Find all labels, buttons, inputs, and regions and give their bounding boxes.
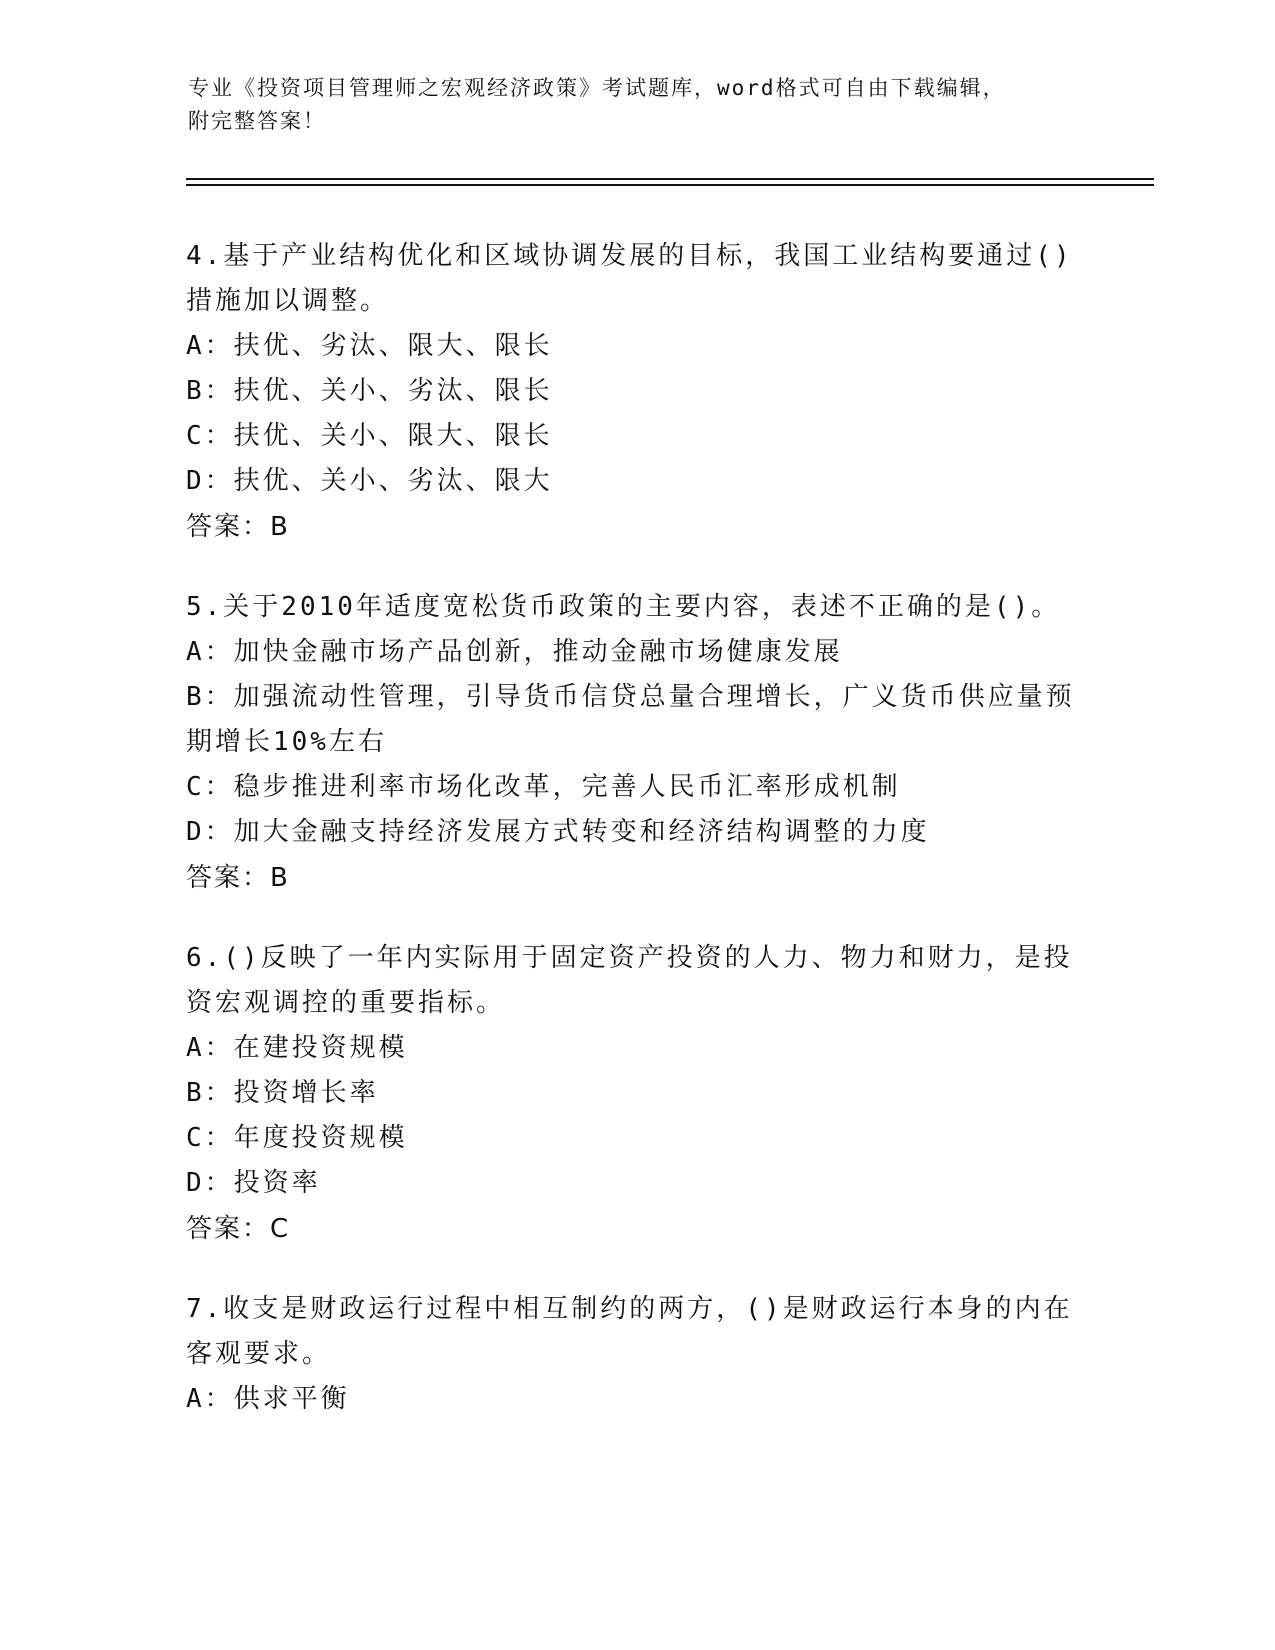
option-d: D：投资率 <box>186 1168 321 1198</box>
option-c: C：扶优、关小、限大、限长 <box>186 421 553 451</box>
option-a: A：加快金融市场产品创新，推动金融市场健康发展 <box>186 637 843 667</box>
document-header <box>188 72 1068 138</box>
option-a: A：在建投资规模 <box>186 1033 408 1063</box>
option-d: D：扶优、关小、劣汰、限大 <box>186 466 553 496</box>
header-divider-bottom <box>186 184 1154 186</box>
answer-label: 答案：B <box>186 512 290 542</box>
question-7 <box>186 1287 1086 1422</box>
question-5 <box>186 585 1086 902</box>
answer-label: 答案：B <box>186 863 290 893</box>
option-d: D：加大金融支持经济发展方式转变和经济结构调整的力度 <box>186 817 930 847</box>
option-a: A：供求平衡 <box>186 1384 350 1414</box>
question-stem: 4.基于产业结构优化和区域协调发展的目标，我国工业结构要通过()措施加以调整。 <box>186 241 1073 316</box>
header-line-1: 专业《投资项目管理师之宏观经济政策》考试题库，word格式可自由下载编辑， <box>188 76 1006 100</box>
question-4 <box>186 234 1086 551</box>
answer-label: 答案：C <box>186 1214 291 1244</box>
option-a: A：扶优、劣汰、限大、限长 <box>186 331 553 361</box>
option-c: C：稳步推进利率市场化改革，完善人民币汇率形成机制 <box>186 772 901 802</box>
option-b: B：加强流动性管理，引导货币信贷总量合理增长，广义货币供应量预期增长10%左右 <box>186 682 1075 757</box>
option-b: B：扶优、关小、劣汰、限长 <box>186 376 553 406</box>
question-stem: 6.()反映了一年内实际用于固定资产投资的人力、物力和财力，是投资宏观调控的重要指标。 <box>186 943 1073 1018</box>
header-divider-top <box>186 178 1154 180</box>
question-stem: 5.关于2010年适度宽松货币政策的主要内容，表述不正确的是()。 <box>186 592 1061 622</box>
header-line-2: 附完整答案！ <box>188 109 326 133</box>
question-stem: 7.收支是财政运行过程中相互制约的两方，()是财政运行本身的内在客观要求。 <box>186 1294 1073 1369</box>
question-list <box>186 234 1086 1456</box>
question-6 <box>186 936 1086 1253</box>
option-b: B：投资增长率 <box>186 1078 379 1108</box>
option-c: C：年度投资规模 <box>186 1123 408 1153</box>
